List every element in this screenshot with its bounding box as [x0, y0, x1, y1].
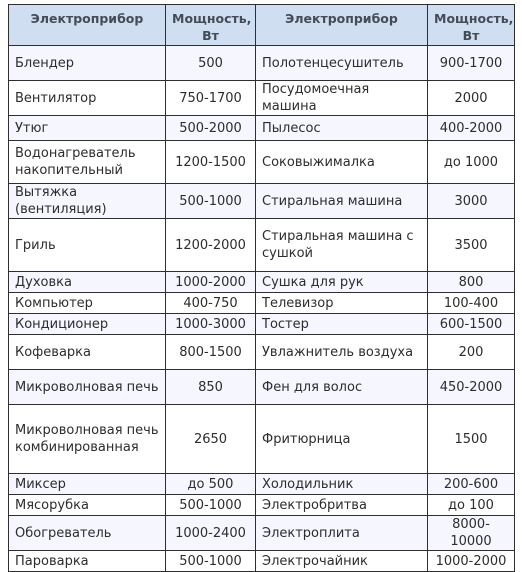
power-value-right: 200: [428, 335, 515, 370]
appliance-name-right: Электроплита: [256, 516, 428, 551]
power-value-right: 3000: [428, 184, 515, 219]
table-row: [9, 474, 515, 495]
appliance-name-right: Посудомоечная машина: [256, 81, 428, 116]
table-row: [9, 314, 515, 335]
power-value-left: 2650: [166, 405, 256, 474]
appliance-name-left: Вытяжка (вентиляция): [9, 184, 166, 219]
power-value-right: 1000-2000: [428, 551, 515, 572]
appliance-name-right: Сушка для рук: [256, 272, 428, 293]
table-row: [9, 405, 515, 474]
power-value-right: 8000-10000: [428, 516, 515, 551]
power-value-left: 1200-1500: [166, 141, 256, 184]
table-row: [9, 141, 515, 184]
table-row: [9, 116, 515, 141]
power-value-left: 500-1000: [166, 184, 256, 219]
power-value-right: до 100: [428, 495, 515, 516]
appliance-name-right: Увлажнитель воздуха: [256, 335, 428, 370]
appliance-name-right: Электрочайник: [256, 551, 428, 572]
power-value-right: 1500: [428, 405, 515, 474]
appliance-name-left: Блендер: [9, 46, 166, 81]
power-value-left: 500-1000: [166, 551, 256, 572]
appliance-name-left: Гриль: [9, 219, 166, 272]
appliance-name-right: Фен для волос: [256, 370, 428, 405]
appliance-name-left: Духовка: [9, 272, 166, 293]
table-row: [9, 335, 515, 370]
power-value-right: 800: [428, 272, 515, 293]
power-value-left: 500: [166, 46, 256, 81]
appliance-name-right: Стиральная машина: [256, 184, 428, 219]
power-value-right: 200-600: [428, 474, 515, 495]
table-row: [9, 184, 515, 219]
appliance-name-left: Микроволновая печь: [9, 370, 166, 405]
power-value-right: 900-1700: [428, 46, 515, 81]
power-value-left: 850: [166, 370, 256, 405]
header-appliance-left: Электроприбор: [9, 5, 166, 46]
power-value-left: 1000-2400: [166, 516, 256, 551]
appliance-name-right: Электробритва: [256, 495, 428, 516]
appliance-name-left: Обогреватель: [9, 516, 166, 551]
header-row: [9, 5, 515, 46]
power-value-right: 600-1500: [428, 314, 515, 335]
appliance-name-right: Пылесос: [256, 116, 428, 141]
appliance-name-left: Миксер: [9, 474, 166, 495]
appliance-name-right: Холодильник: [256, 474, 428, 495]
table-row: [9, 495, 515, 516]
power-value-left: 500-1000: [166, 495, 256, 516]
appliance-name-left: Водонагреватель накопительный: [9, 141, 166, 184]
appliance-name-right: Фритюрница: [256, 405, 428, 474]
appliance-name-right: Полотенцесушитель: [256, 46, 428, 81]
table-row: [9, 272, 515, 293]
appliance-name-right: Соковыжималка: [256, 141, 428, 184]
appliance-name-left: Кофеварка: [9, 335, 166, 370]
appliance-name-left: Пароварка: [9, 551, 166, 572]
appliance-name-left: Утюг: [9, 116, 166, 141]
power-value-left: 800-1500: [166, 335, 256, 370]
power-value-right: до 1000: [428, 141, 515, 184]
table-row: [9, 370, 515, 405]
power-value-right: 100-400: [428, 293, 515, 314]
table-row: [9, 516, 515, 551]
appliance-name-right: Телевизор: [256, 293, 428, 314]
power-value-left: 1000-3000: [166, 314, 256, 335]
table-row: [9, 551, 515, 572]
table-row: [9, 81, 515, 116]
table-row: [9, 293, 515, 314]
header-power-right: Мощность, Вт: [428, 5, 515, 46]
power-value-left: 750-1700: [166, 81, 256, 116]
power-value-right: 450-2000: [428, 370, 515, 405]
header-power-left: Мощность, Вт: [166, 5, 256, 46]
power-value-left: 1200-2000: [166, 219, 256, 272]
table-body: [9, 46, 515, 572]
power-value-right: 3500: [428, 219, 515, 272]
table-row: [9, 219, 515, 272]
power-value-left: 400-750: [166, 293, 256, 314]
power-table-container: [8, 4, 514, 569]
table-header: [9, 5, 515, 46]
power-value-left: 1000-2000: [166, 272, 256, 293]
appliance-name-left: Мясорубка: [9, 495, 166, 516]
appliance-name-left: Вентилятор: [9, 81, 166, 116]
appliance-name-left: Кондиционер: [9, 314, 166, 335]
appliance-name-left: Микроволновая печь комбинированная: [9, 405, 166, 474]
power-value-left: 500-2000: [166, 116, 256, 141]
table-row: [9, 46, 515, 81]
header-appliance-right: Электроприбор: [256, 5, 428, 46]
power-value-right: 2000: [428, 81, 515, 116]
appliance-name-right: Тостер: [256, 314, 428, 335]
appliance-name-right: Стиральная машина с сушкой: [256, 219, 428, 272]
appliance-power-table: [8, 4, 515, 572]
power-value-right: 400-2000: [428, 116, 515, 141]
appliance-name-left: Компьютер: [9, 293, 166, 314]
power-value-left: до 500: [166, 474, 256, 495]
